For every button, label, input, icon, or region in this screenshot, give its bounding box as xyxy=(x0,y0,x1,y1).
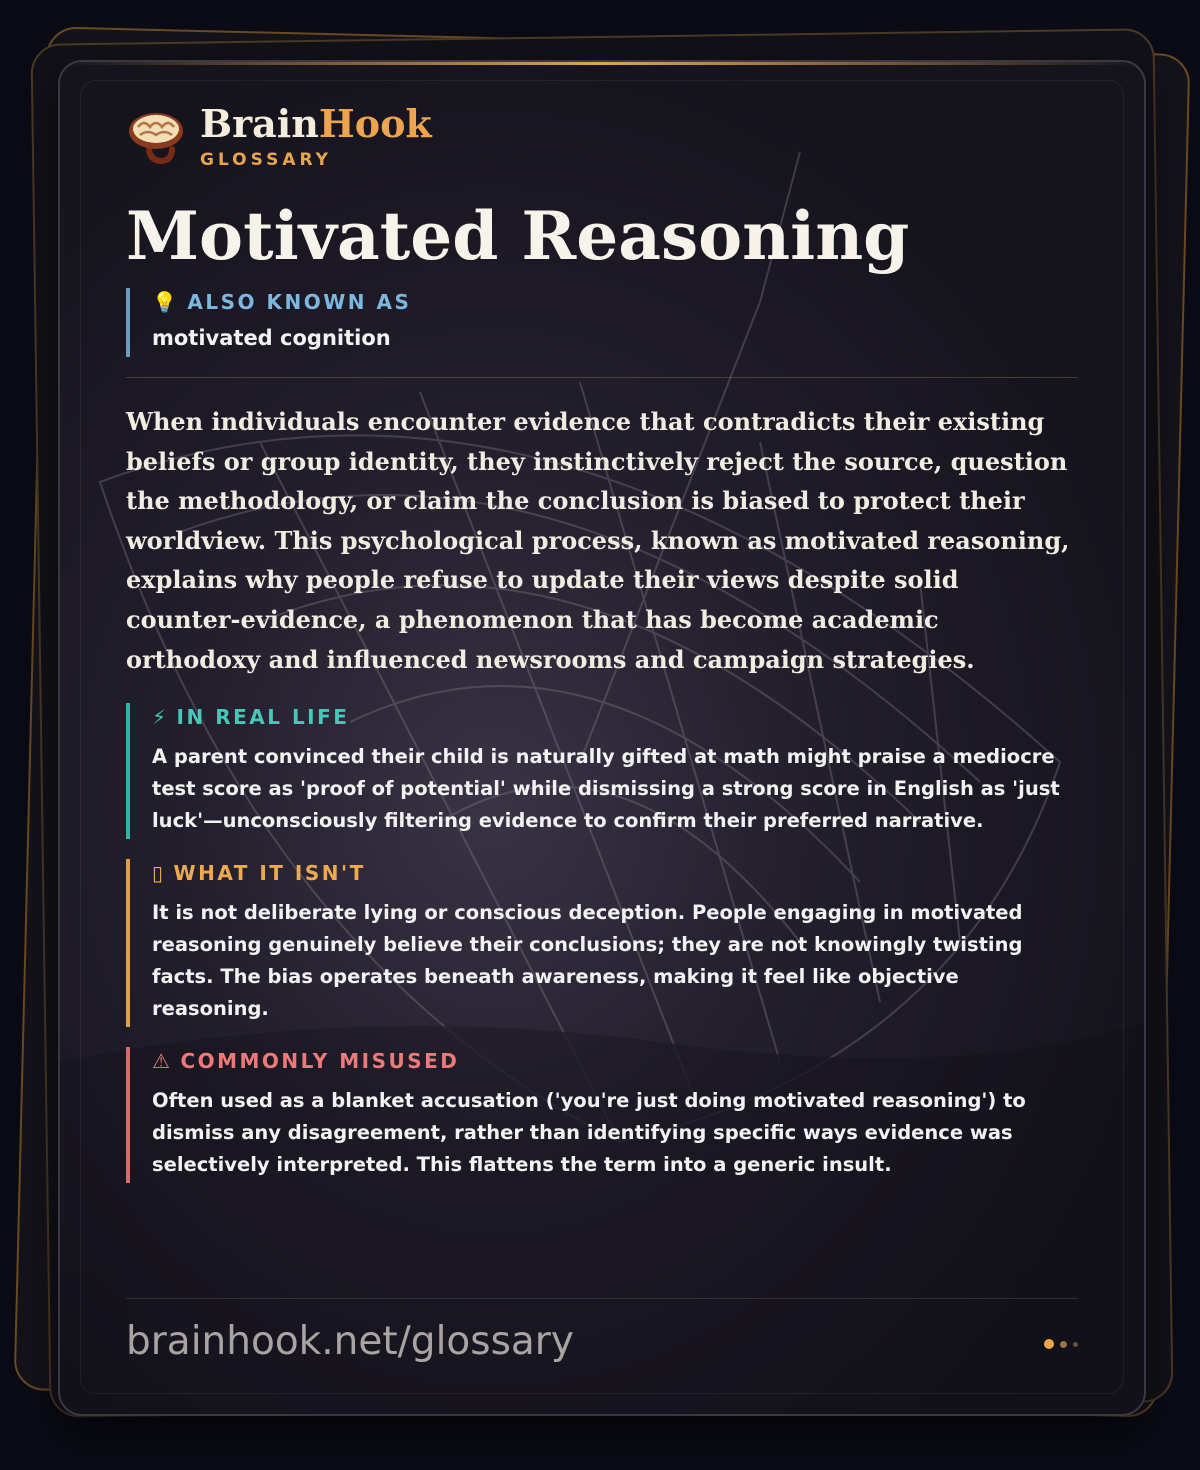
in-real-life-text: A parent convinced their child is naturally gifted at math might praise a mediocre test score as 'proof of potential' while dismissing a strong score in English as 'just luck'—unconsciously filtering evidence to confirm their preferred narrative. xyxy=(152,745,1060,833)
in-real-life-header xyxy=(152,703,1078,729)
brand-name-part1: Brain xyxy=(200,101,319,146)
brand-subtitle: GLOSSARY xyxy=(200,150,332,170)
brand-name xyxy=(200,101,432,146)
also-known-as-block xyxy=(126,288,1078,357)
in-real-life-label: IN REAL LIFE xyxy=(176,705,350,730)
brand-header xyxy=(126,102,1078,172)
card-footer xyxy=(126,1298,1078,1389)
brand-name-part2: Hook xyxy=(318,101,432,146)
what-it-isnt-section xyxy=(126,859,1078,1027)
what-it-isnt-label: WHAT IT ISN'T xyxy=(173,861,366,886)
commonly-misused-header xyxy=(152,1047,1078,1073)
divider xyxy=(126,377,1078,378)
in-real-life-section xyxy=(126,703,1078,839)
commonly-misused-label: COMMONLY MISUSED xyxy=(180,1049,460,1074)
footer-url-link[interactable]: brainhook.net/glossary xyxy=(126,1319,574,1364)
term-title: Motivated Reasoning xyxy=(126,197,910,275)
commonly-misused-section xyxy=(126,1047,1078,1183)
definition-text: When individuals encounter evidence that contradicts their existing beliefs or group identity, they instinctively reject the source, question the methodology, or claim the conclusion is biased to protect their worldview. This psychological process, known as motivated reasoning, explains why people refuse to update their views despite solid counter-evidence, a phenomenon that has become academic orthodoxy and influenced newsrooms and campaign strategies. xyxy=(126,407,1070,674)
pagination-dot[interactable] xyxy=(1073,1342,1078,1347)
pagination-dots xyxy=(1038,1339,1078,1349)
card-content xyxy=(126,102,1078,1183)
what-it-isnt-header xyxy=(152,859,1078,885)
commonly-misused-text: Often used as a blanket accusation ('you're just doing motivated reasoning') to dismiss any disagreement, rather than identifying specific ways evidence was selectively interpreted. This flattens the term into a generic insult. xyxy=(152,1089,1026,1177)
also-known-as-header xyxy=(152,288,1078,314)
pagination-dot-active[interactable] xyxy=(1044,1339,1054,1349)
glossary-card xyxy=(58,60,1146,1416)
lightbulb-icon: 💡 xyxy=(152,290,180,314)
what-it-isnt-text: It is not deliberate lying or conscious deception. People engaging in motivated reasoning genuinely believe their conclusions; they are not knowingly twisting facts. The bias operates beneath awareness, making it feel like objective reasoning. xyxy=(152,901,1023,1021)
missing-glyph-icon: ▯ xyxy=(152,861,166,886)
brain-hook-icon xyxy=(126,107,186,167)
brand-text xyxy=(200,101,432,170)
warning-icon: ⚠ xyxy=(152,1049,173,1074)
also-known-as-value: motivated cognition xyxy=(152,326,391,350)
lightning-icon: ⚡ xyxy=(152,705,169,730)
also-known-as-label: ALSO KNOWN AS xyxy=(187,290,412,314)
pagination-dot[interactable] xyxy=(1060,1341,1067,1348)
